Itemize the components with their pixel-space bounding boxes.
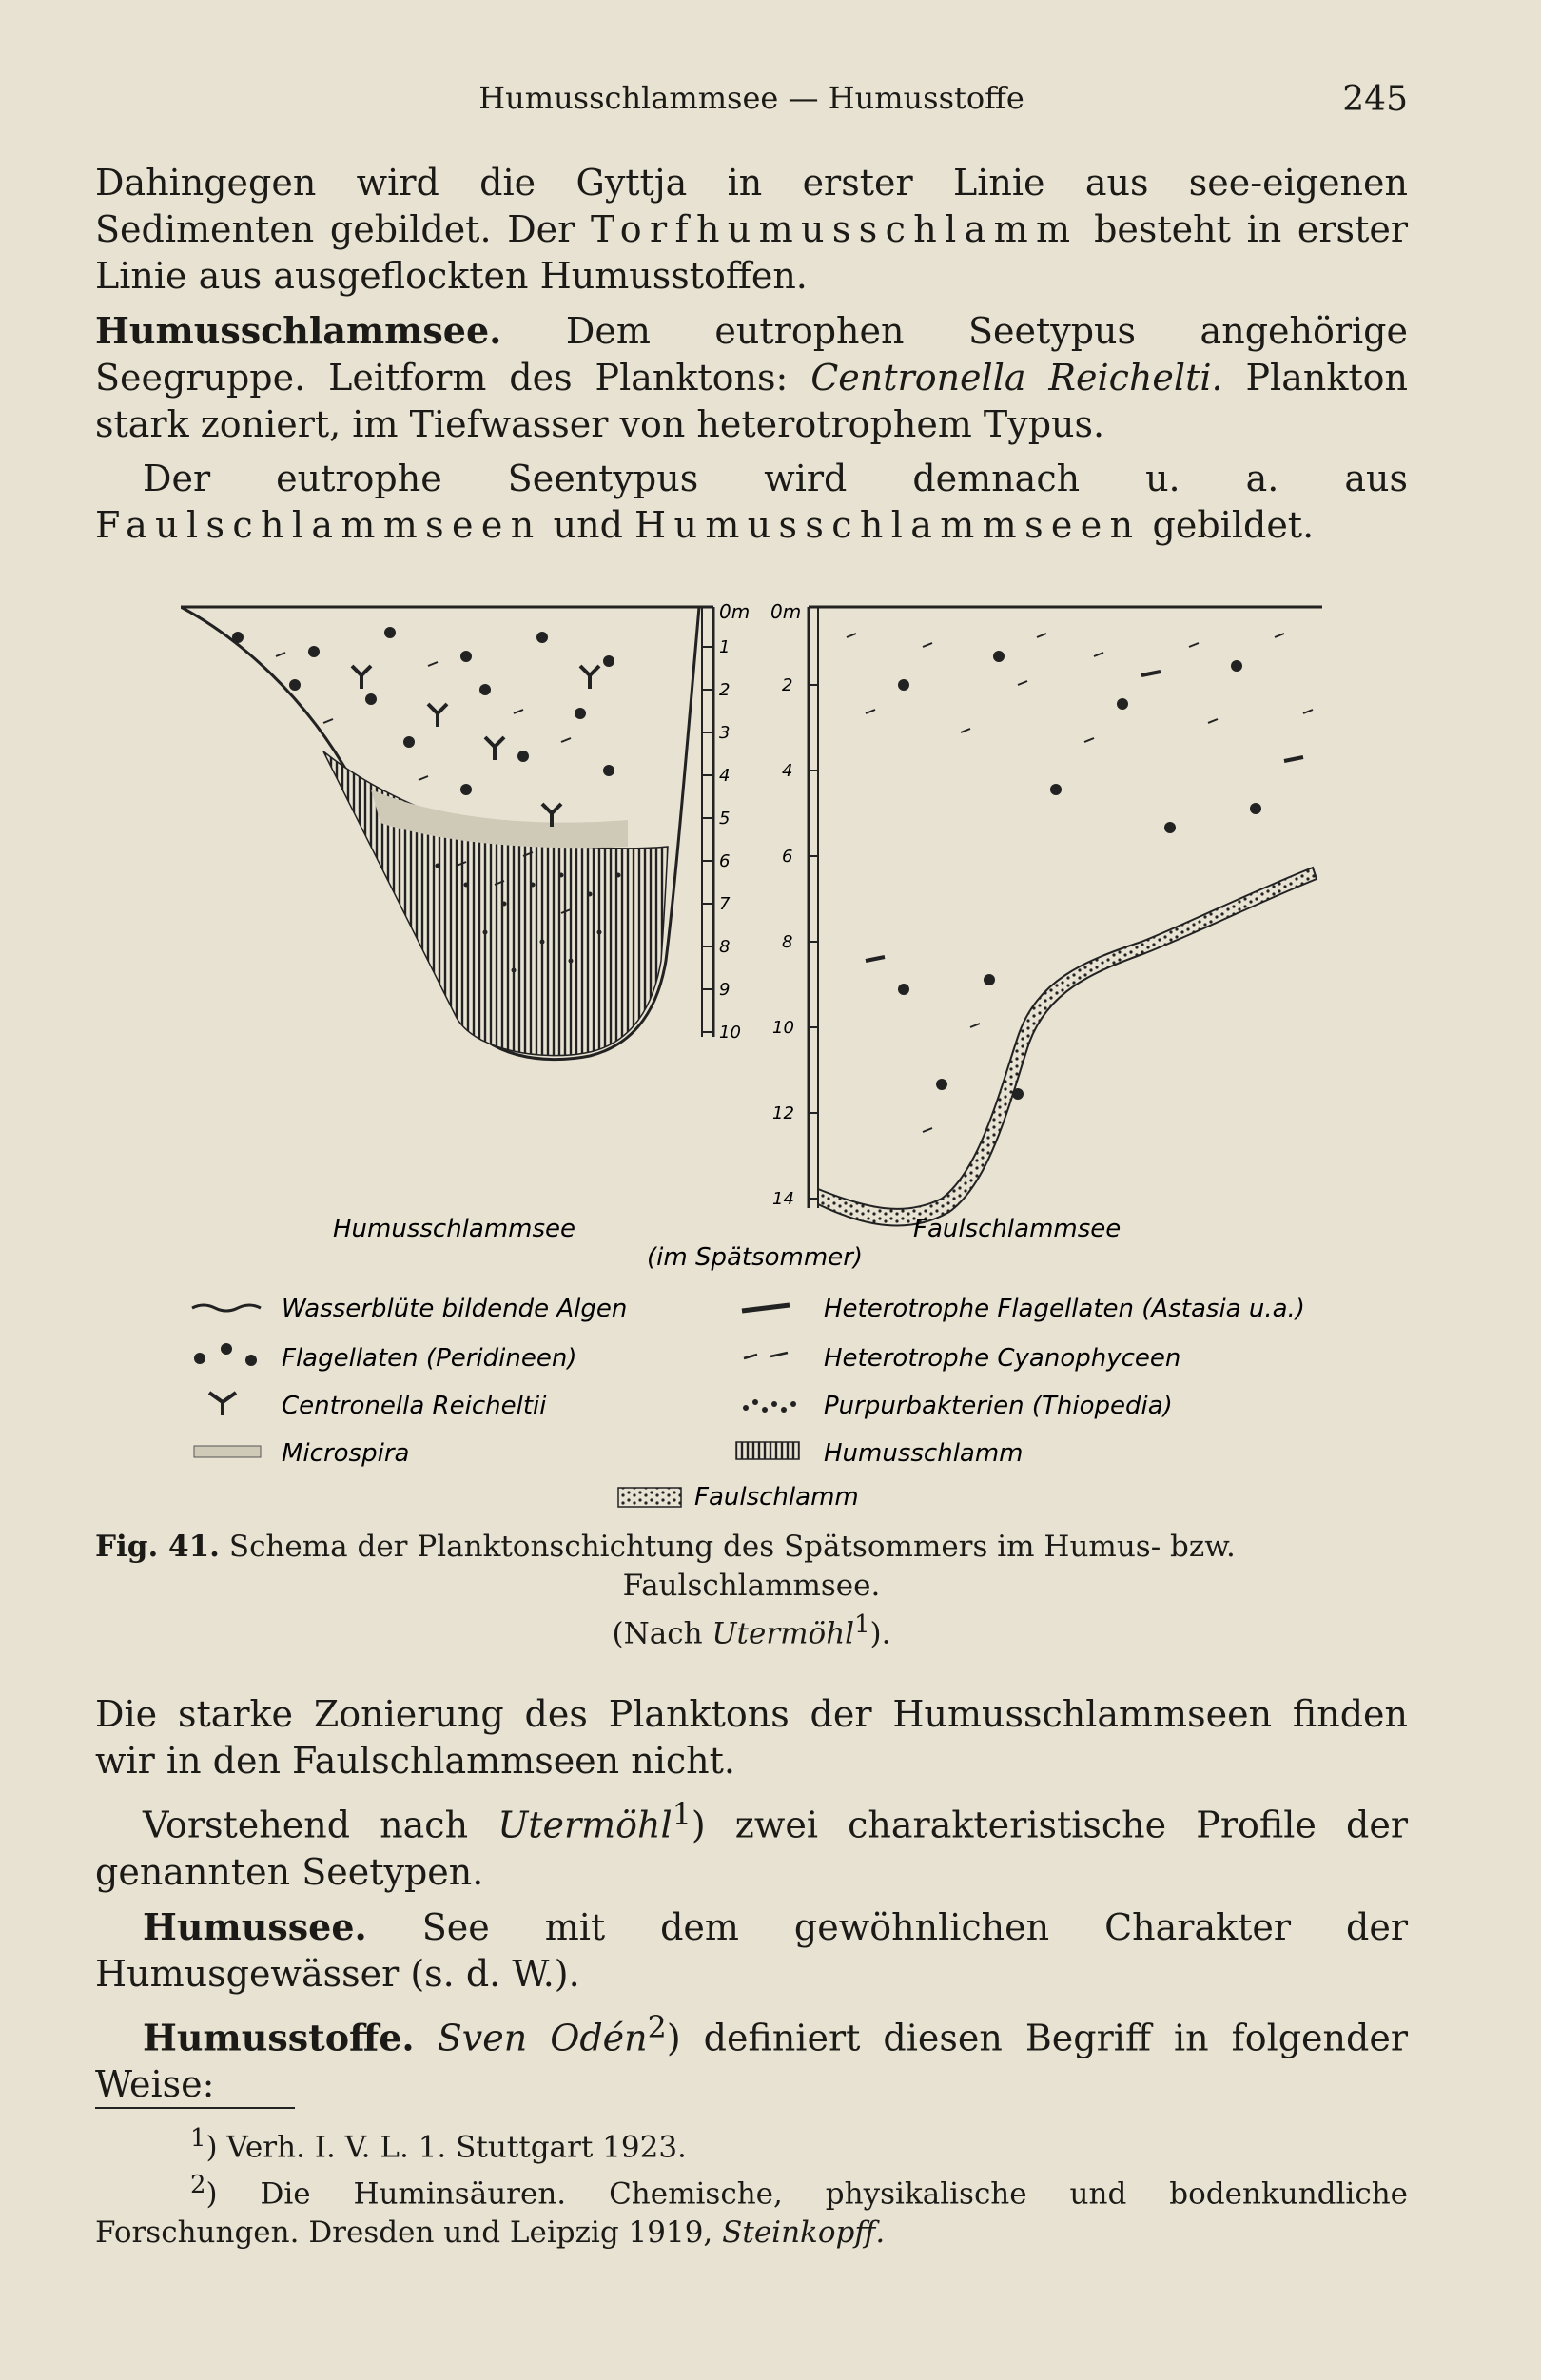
text-run: Plankton stark zoniert, im Tiefwasser von heterotrophem Typus.	[95, 357, 1408, 445]
entry-humusschlammsee	[95, 307, 1408, 448]
depth-label: 4	[782, 761, 793, 781]
footnote-ref: 2	[647, 2010, 667, 2045]
author-name: Sven Odén	[437, 2017, 648, 2059]
flagellaten-dots	[232, 627, 614, 795]
bottom-text	[95, 1691, 1408, 2116]
text-run: Dem eutrophen Seetypus angehörige Seegruppe. Leitform des Planktons:	[95, 310, 1408, 399]
legend-label: Flagellaten (Peridineen)	[282, 1344, 577, 1373]
legend-label: Purpurbakterien (Thiopedia)	[824, 1392, 1173, 1420]
text-run: Vorstehend nach	[143, 1804, 498, 1846]
legend-wasserbluete	[192, 1295, 627, 1323]
legend-label: Centronella Reicheltii	[282, 1392, 547, 1420]
text-run: ) definiert diesen Begriff in folgender Weise:	[95, 2017, 1409, 2106]
legend-purpurbakterien	[743, 1392, 1173, 1420]
footnote-text: ) Verh. I. V. L. 1. Stuttgart 1923.	[205, 2130, 687, 2165]
footnote-ref: 1	[854, 1610, 870, 1639]
page-number: 245	[1342, 80, 1408, 119]
depth-label: 1	[719, 637, 731, 657]
depth-label: 7	[719, 894, 731, 914]
depth-label: 6	[782, 847, 793, 867]
cyanophyceen-marks	[847, 634, 1313, 1132]
footnote-rule	[95, 2107, 295, 2109]
caption-line	[95, 1606, 1408, 1653]
caption-line	[95, 1528, 1408, 1567]
plankton-diagram	[181, 599, 1360, 1551]
caption-text: (Nach	[612, 1616, 712, 1651]
depth-label: 8	[719, 937, 731, 957]
entry-term: Humusstoffe.	[143, 2016, 415, 2059]
entry-term: Humussee.	[143, 1904, 367, 1948]
legend-label: Faulschlamm	[694, 1483, 859, 1512]
flagellaten-dots	[898, 651, 1261, 1100]
spaced-term: Faulschlammseen	[95, 504, 542, 546]
legend-centronella	[209, 1392, 547, 1420]
spaced-term: Humusschlammseen	[634, 504, 1141, 546]
depth-label: 0m	[719, 600, 751, 623]
legend-flagellaten	[194, 1343, 576, 1373]
label-faulschlammsee: Faulschlammsee	[913, 1215, 1122, 1243]
top-text	[95, 160, 1408, 556]
depth-label: 8	[782, 932, 793, 952]
footnote-ref: 1	[672, 1798, 692, 1832]
depth-label: 2	[782, 675, 793, 695]
footnote-mark: 1	[190, 2124, 206, 2153]
depth-label: 14	[772, 1189, 794, 1209]
text-run: und	[541, 504, 634, 546]
depth-label: 3	[719, 723, 731, 743]
faulschlammsee-profile	[770, 600, 1322, 1225]
depth-label: 9	[719, 980, 731, 1000]
species-name: Centronella Reichelti.	[810, 357, 1223, 399]
figure-number: Fig. 41.	[95, 1530, 220, 1564]
legend-humusschlamm	[736, 1439, 1024, 1468]
text-run: Dahingegen wird die Gyttja in erster Linie aus see-eigenen Sedimenten gebildet. Der	[95, 162, 1408, 250]
legend-microspira	[194, 1439, 409, 1468]
caption-line: Faulschlammsee.	[622, 1569, 881, 1603]
paragraph-profile	[95, 1792, 1408, 1896]
legend-label: Wasserblüte bildende Algen	[282, 1295, 628, 1323]
humusschlammsee-profile	[181, 600, 750, 1060]
caption-text: ).	[869, 1616, 891, 1651]
label-humusschlammsee: Humusschlammsee	[333, 1215, 576, 1243]
depth-label: 0m	[770, 600, 802, 623]
footnotes	[95, 2119, 1408, 2252]
legend-faulschlamm	[618, 1483, 859, 1512]
heterotrophe-flagellaten-marks	[866, 672, 1303, 961]
legend-label: Heterotrophe Flagellaten (Astasia u.a.)	[824, 1295, 1305, 1323]
caption-text: Schema der Planktonschichtung des Spätsommers im Humus- bzw.	[219, 1530, 1236, 1564]
text-run: Der eutrophe Seentypus wird demnach u. a. aus	[143, 458, 1408, 499]
footnote-mark: 2	[190, 2171, 206, 2200]
publisher-name: Steinkopff.	[722, 2214, 886, 2250]
depth-label: 10	[719, 1023, 741, 1043]
footnote-2	[95, 2166, 1408, 2251]
depth-label: 6	[719, 851, 731, 871]
author-name: Utermöhl	[712, 1616, 855, 1651]
footnote-text: ) Die Huminsäuren. Chemische, physikalische und bodenkundliche Forschungen. Dresden und Leipzig 1919,	[95, 2176, 1408, 2250]
paragraph-zonierung: Die starke Zonierung des Planktons der Humusschlammseen finden wir in den Faulschlammseen nicht.	[95, 1693, 1408, 1782]
depth-label: 5	[719, 809, 731, 829]
spaced-term: Torfhumusschlamm	[591, 208, 1079, 250]
depth-label: 12	[772, 1103, 794, 1123]
text-run: See mit dem gewöhnlichen Charakter der Humusgewässer (s. d. W.).	[95, 1905, 1408, 1995]
text-run: besteht in erster Linie aus ausgeflockten Humusstoffen.	[95, 208, 1408, 297]
depth-label: 2	[719, 680, 731, 700]
footnote-1	[95, 2119, 1408, 2166]
depth-label: 4	[719, 766, 731, 786]
depth-label: 10	[772, 1018, 794, 1038]
entry-term: Humusschlammsee.	[95, 309, 502, 352]
paragraph-seentypus	[95, 456, 1408, 549]
legend	[192, 1295, 1305, 1512]
legend-label: Heterotrophe Cyanophyceen	[824, 1344, 1181, 1373]
paragraph-gyttja	[95, 160, 1408, 300]
text-run: ) zwei charakteristische Profile der genannten Seetypen.	[95, 1804, 1408, 1893]
figure-subtitle: (im Spätsommer)	[647, 1243, 864, 1272]
text-run: gebildet.	[1141, 504, 1315, 546]
legend-label: Microspira	[282, 1439, 410, 1468]
author-name: Utermöhl	[497, 1804, 673, 1846]
entry-humusstoffe	[95, 2005, 1408, 2109]
page-header	[95, 74, 1408, 122]
figure-41	[181, 599, 1360, 1551]
running-title: Humusschlammsee — Humusstoffe	[478, 80, 1024, 116]
figure-caption	[95, 1528, 1408, 1653]
entry-humussee	[95, 1903, 1408, 1998]
legend-cyanophyceen	[744, 1344, 1180, 1373]
legend-label: Humusschlamm	[824, 1439, 1024, 1468]
legend-heterotrophe-flagellaten	[742, 1295, 1305, 1323]
